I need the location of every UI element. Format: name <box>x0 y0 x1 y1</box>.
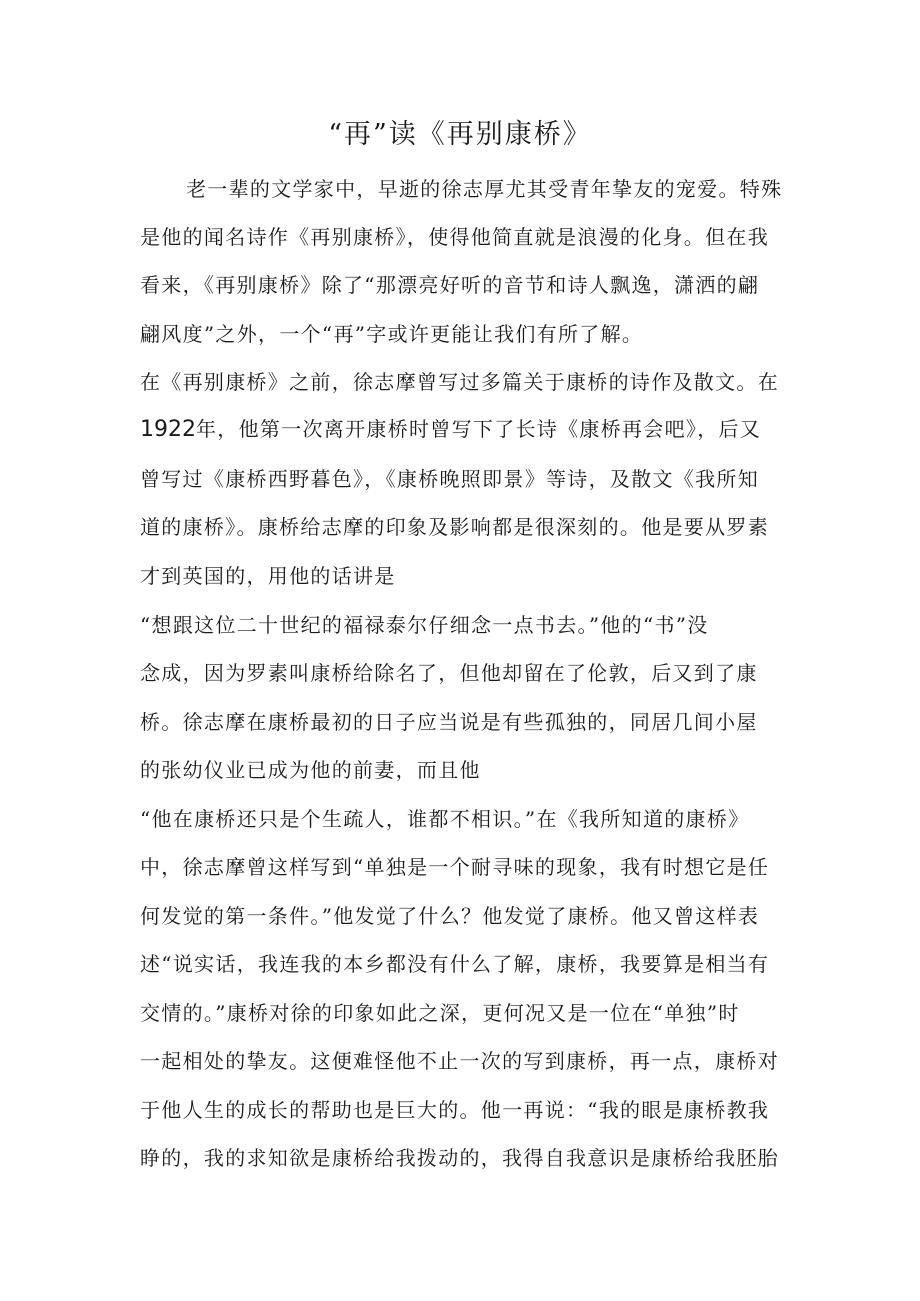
paragraph-line: 桥。徐志摩在康桥最初的日子应当说是有些孤独的，同居几间小屋 <box>140 710 758 734</box>
paragraph-line: “他在康桥还只是个生疏人，谁都不相识。”在《我所知道的康桥》 <box>140 807 750 831</box>
paragraph-line: 的张幼仪业已成为他的前妻，而且他 <box>140 758 481 782</box>
paragraph-line: 一起相处的挚友。这便难怪他不止一次的写到康桥，再一点，康桥对 <box>140 1049 779 1073</box>
paragraph-line: “想跟这位二十世纪的福禄泰尔仔细念一点书去。”他的“书”没 <box>140 613 709 637</box>
paragraph-line: 在《再别康桥》之前，徐志摩曾写过多篇关于康桥的诗作及散文。在 <box>140 370 779 394</box>
paragraph-line: 睁的，我的求知欲是康桥给我拨动的，我得自我意识是康桥给我胚胎 <box>140 1146 779 1170</box>
paragraph-line: 翩风度”之外，一个“再”字或许更能让我们有所了解。 <box>140 322 644 346</box>
paragraph-line-text: 年，他第一次离开康桥时曾写下了长诗《康桥再会吧》，后又 <box>196 417 762 441</box>
paragraph-line: 是他的闻名诗作《再别康桥》，使得他简直就是浪漫的化身。但在我 <box>140 225 769 249</box>
paragraph-line: 道的康桥》。康桥给志摩的印象及影响都是很深刻的。他是要从罗素 <box>140 515 769 539</box>
paragraph-line: 何发觉的第一条件。”他发觉了什么？他发觉了康桥。他又曾这样表 <box>140 904 760 928</box>
paragraph-line: 曾写过《康桥西野暮色》，《康桥晚照即景》等诗，及散文《我所知 <box>140 467 759 491</box>
paragraph-line: 中，徐志摩曾这样写到“单独是一个耐寻味的现象，我有时想它是任 <box>140 855 770 879</box>
paragraph-line: 于他人生的成长的帮助也是巨大的。他一再说：“我的眼是康桥教我 <box>140 1098 770 1122</box>
paragraph-line: 交情的。”康桥对徐的印象如此之深，更何况又是一位在“单独”时 <box>140 1001 740 1025</box>
paragraph-line: 老一辈的文学家中，早逝的徐志厚尤其受青年挚友的宠爱。特殊 <box>186 177 783 201</box>
document-title: “再”读《再别康桥》 <box>328 119 592 150</box>
paragraph-line: 才到英国的，用他的话讲是 <box>140 564 396 588</box>
paragraph-line: 念成，因为罗素叫康桥给除名了，但他却留在了伦敦，后又到了康 <box>140 661 758 685</box>
paragraph-line: 述“说实话，我连我的本乡都没有什么了解，康桥，我要算是相当有 <box>140 952 770 976</box>
paragraph-line <box>140 413 761 442</box>
year-number: 1922 <box>140 417 196 442</box>
paragraph-line: 看来，《再别康桥》除了“那漂亮好听的音节和诗人飘逸，潇洒的翩 <box>140 273 760 297</box>
